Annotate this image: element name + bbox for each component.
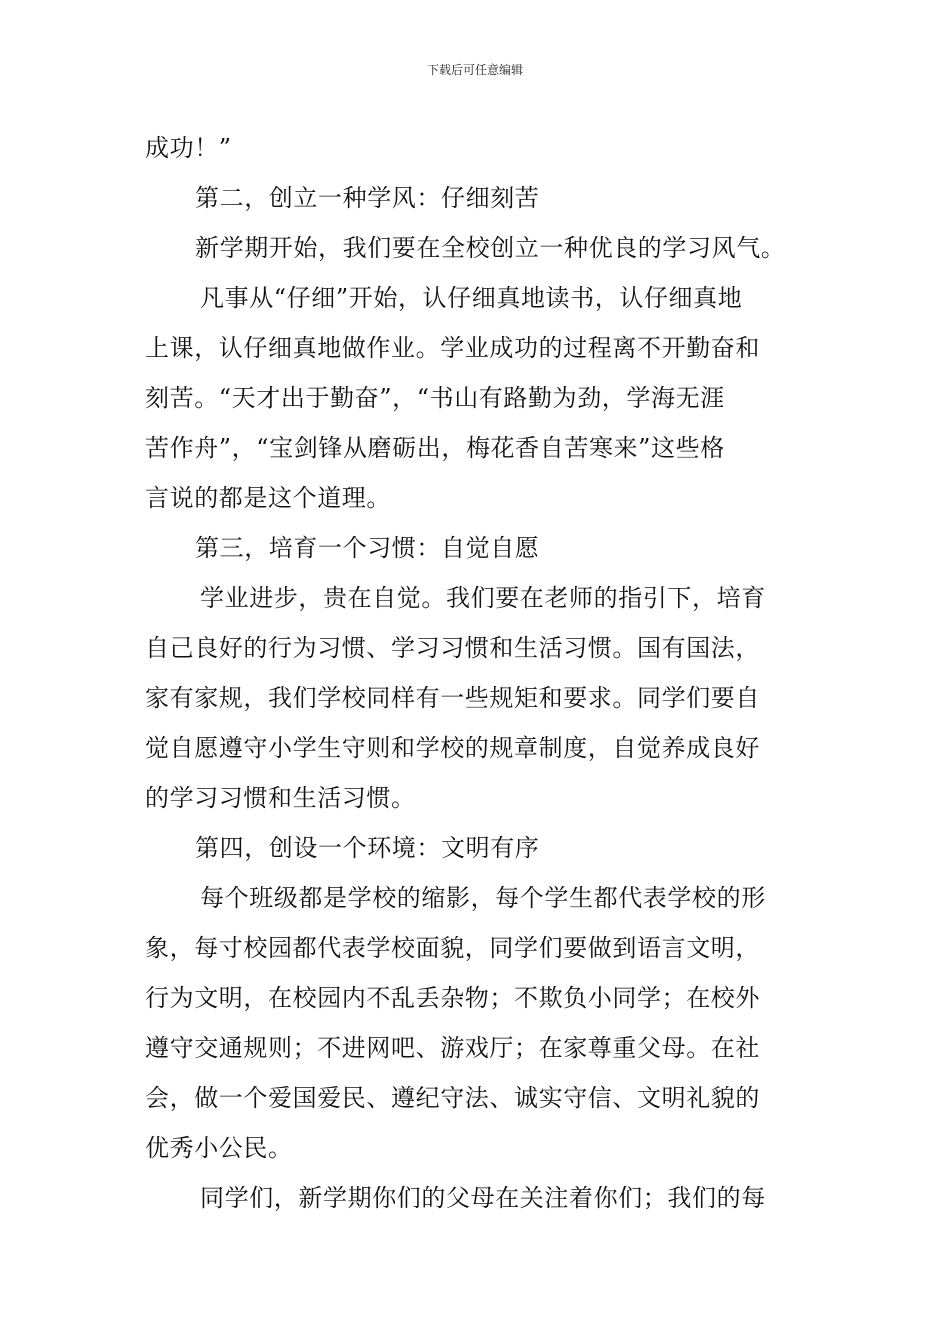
text-line: 刻苦。“天才出于勤奋”，“书山有路勤为劲，学海无涯 [145,384,725,412]
document-body [145,123,810,1223]
text-line: 学业进步，贵在自觉。我们要在老师的指引下，培育 [200,584,766,612]
page-header-note: 下载后可任意编辑 [426,63,523,77]
text-line: 家有家规，我们学校同样有一些规矩和要求。同学们要自 [145,684,760,712]
text-line: 的学习习惯和生活习惯。 [145,784,416,812]
text-line: 遵守交通规则；不进网吧、游戏厅；在家尊重父母。在社 [145,1034,760,1062]
text-line: 会，做一个爱国爱民、遵纪守法、诚实守信、文明礼貌的 [145,1084,760,1112]
text-line: 凡事从“仔细”开始，认仔细真地读书，认仔细真地 [200,284,743,312]
text-line: 言说的都是这个道理。 [145,484,391,512]
section-heading: 第三，培育一个习惯：自觉自愿 [195,534,540,562]
text-line: 新学期开始，我们要在全校创立一种优良的学习风气。 [195,234,786,262]
text-line: 上课，认仔细真地做作业。学业成功的过程离不开勤奋和 [145,334,760,362]
text-line: 苦作舟”，“宝剑锋从磨砺出，梅花香自苦寒来”这些格 [145,434,725,462]
text-line: 行为文明，在校园内不乱丢杂物；不欺负小同学；在校外 [145,984,760,1012]
text-line: 优秀小公民。 [145,1134,293,1162]
text-line: 成功！” [145,134,232,162]
section-heading: 第四，创设一个环境：文明有序 [195,834,540,862]
text-line: 每个班级都是学校的缩影，每个学生都代表学校的形 [200,884,766,912]
text-line: 觉自愿遵守小学生守则和学校的规章制度，自觉养成良好 [145,734,760,762]
section-heading: 第二，创立一种学风：仔细刻苦 [195,184,540,212]
text-line: 同学们，新学期你们的父母在关注着你们；我们的每 [200,1184,766,1212]
text-line: 自己良好的行为习惯、学习习惯和生活习惯。国有国法， [145,634,760,662]
text-line: 象，每寸校园都代表学校面貌，同学们要做到语言文明， [145,934,760,962]
